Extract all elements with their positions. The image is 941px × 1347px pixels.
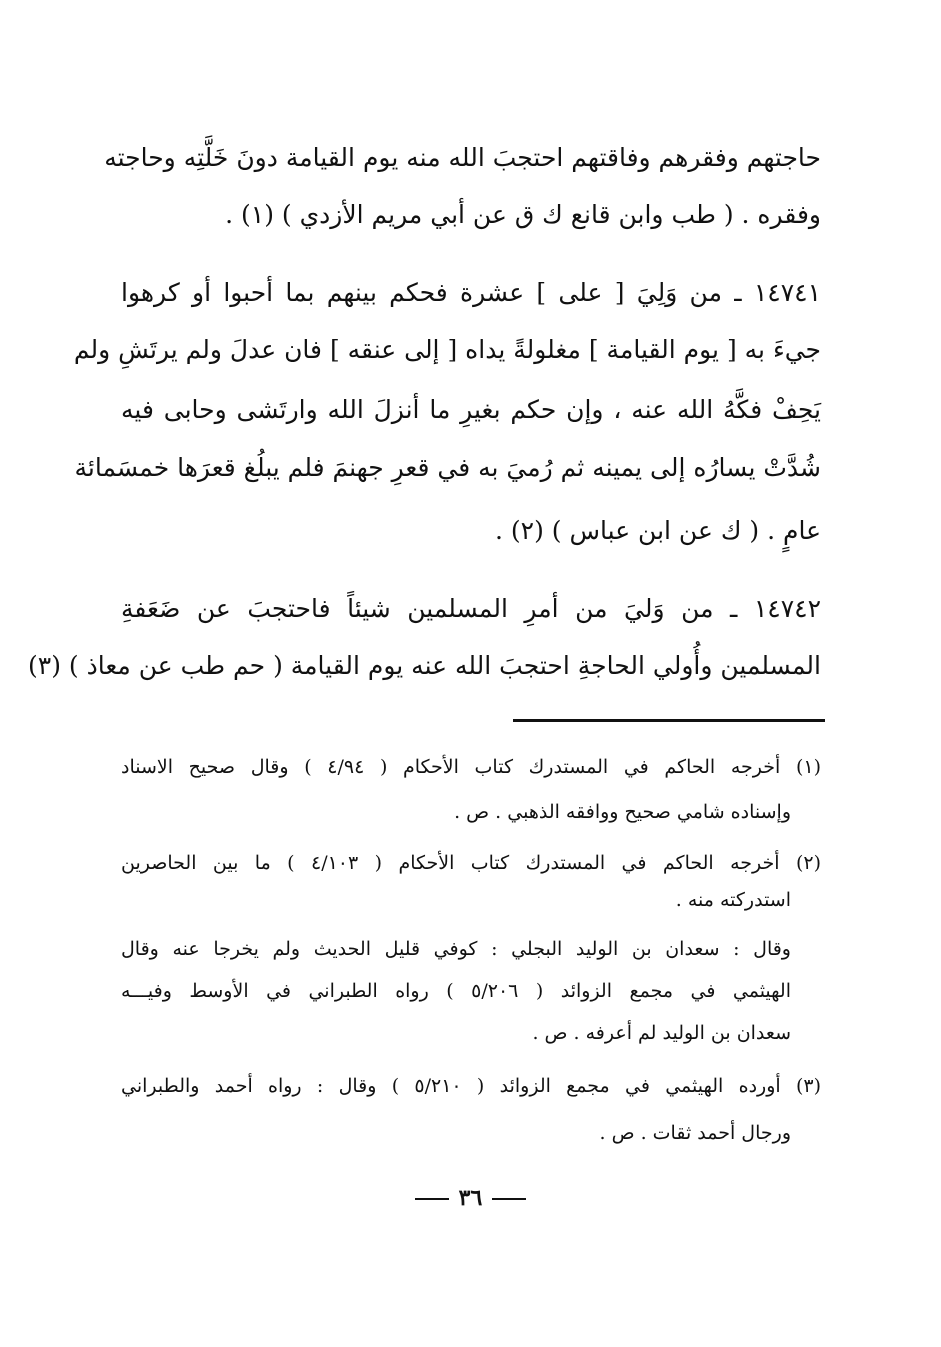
main-text-line: حاجتهم وفقرهم وفاقتهم احتجبَ الله منه يوم القيامة دونَ خَلَّتِه وحاجته	[104, 143, 821, 172]
footnote-2: (٢) أخرجه الحاكم في المستدرك كتاب الأحكام ( ٤/١٠٣ ) ما بين الحاصرين	[121, 852, 822, 874]
footnote-separator	[513, 719, 825, 722]
main-text-line: يَحِفْ فكَّهُ الله عنه ، وإن حكم بغيرِ ما أنزلَ الله وارتَشى وحابى فيه	[121, 395, 821, 424]
main-text-line: شُدَّتْ يسارُه إلى يمينه ثم رُميَ به في قعرِ جهنمَ فلم يبلُغ قعرَها خمسَمائة	[74, 453, 821, 482]
main-text-line: عامٍ . ( ك عن ابن عباس ) (٢) .	[495, 516, 821, 545]
footnote-2-note: وقال : سعدان بن الوليد البجلي : كوفي قليل الحديث ولم يخرجا عنه وقال	[121, 938, 791, 960]
hadith-14741-line: ١٤٧٤١ ـ من وَلِيَ [ على ] عشرة فحكم بينهم بما أحبوا أو كرهوا	[121, 278, 821, 307]
footnote-1-cont: وإسناده شامي صحيح ووافقه الذهبي . ص .	[454, 801, 791, 823]
footnote-3-cont: ورجال أحمد ثقات . ص .	[599, 1122, 791, 1144]
page-number-dash	[492, 1198, 526, 1200]
footnote-3: (٣) أورده الهيثمي في مجمع الزوائد ( ٥/٢١٠ ) وقال : رواه أحمد والطبراني	[121, 1075, 821, 1097]
footnote-1: (١) أخرجه الحاكم في المستدرك كتاب الأحكام ( ٤/٩٤ ) وقال صحيح الاسناد	[121, 756, 821, 778]
footnote-2-note: سعدان بن الوليد لم أعرفه . ص .	[532, 1022, 791, 1044]
footnote-2-cont: استدركته منه .	[675, 889, 791, 911]
hadith-14742-line: ١٤٧٤٢ ـ من وَليَ من أمرِ المسلمين شيئاً فاحتجبَ عن ضَعَفةِ	[121, 594, 821, 623]
page-number	[0, 1183, 941, 1213]
main-text-line: وفقره . ( طب وابن قانع ك ق عن أبي مريم الأزدي ) (١) .	[225, 200, 821, 229]
main-text-line: جيءَ به [ يوم القيامة ] مغلولةً يداه [ إلى عنقه ] فان عدلَ ولم يرتَشِ ولم	[73, 335, 821, 364]
footnote-2-note: الهيثمي في مجمع الزوائد ( ٥/٢٠٦ ) رواه الطبراني في الأوسط وفيـــه	[121, 980, 791, 1002]
main-text-line: المسلمين وأُولي الحاجةِ احتجبَ الله عنه يوم القيامة ( حم طب عن معاذ ) (٣)	[27, 651, 821, 680]
page-number-value: ٣٦	[458, 1185, 483, 1211]
page-number-dash	[415, 1198, 449, 1200]
